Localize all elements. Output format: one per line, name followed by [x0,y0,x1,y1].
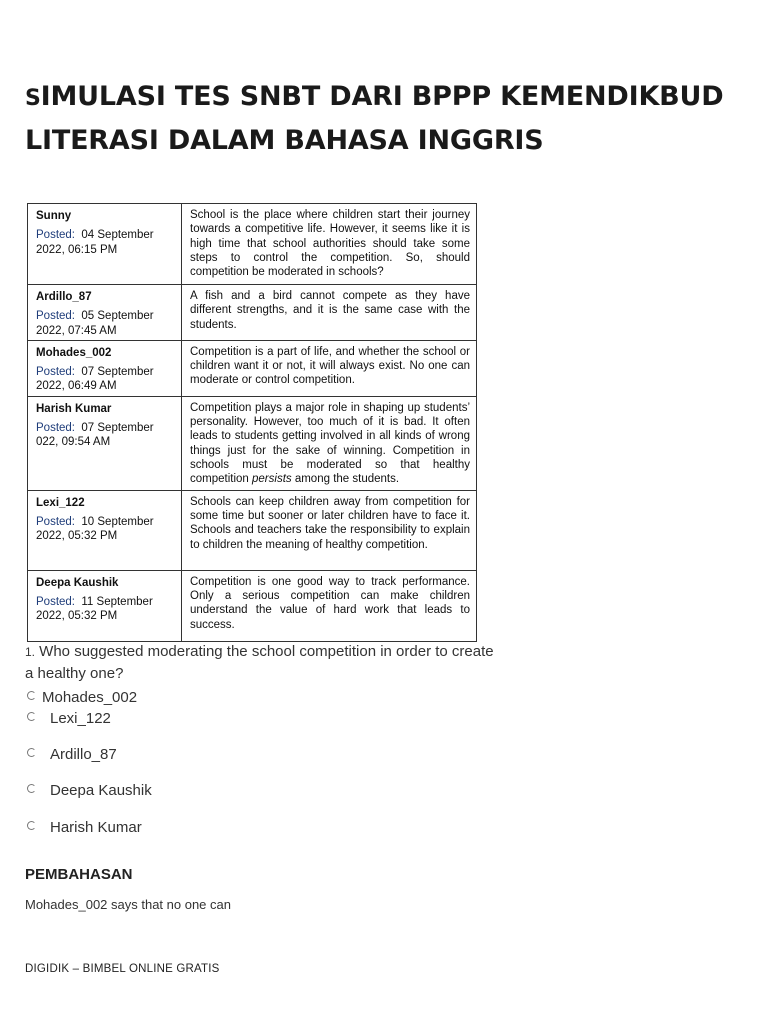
table-row [28,204,477,285]
post-author-cell [28,285,182,341]
post-username: Lexi_122 [36,496,85,509]
title-line-2: LITERASI DALAM BAHASA INGGRIS [25,125,544,156]
post-author-cell [28,340,182,396]
option-mohades-002[interactable]: Mohades_002 [27,688,137,708]
table-row [28,396,477,490]
post-date: Posted: 07 September 2022, 06:49 AM [36,366,154,393]
explanation-heading: PEMBAHASAN [25,866,133,883]
post-date: Posted: 05 September 2022, 07:45 AM [36,310,154,337]
post-username: Deepa Kaushik [36,576,119,589]
option-lexi-122[interactable]: Lexi_122 [27,709,111,729]
table-row [28,490,477,570]
post-username: Sunny [36,210,72,222]
post-username: Mohades_002 [36,346,112,359]
post-date: Posted: 11 September 2022, 05:32 PM [36,596,153,623]
radio-icon[interactable] [27,712,36,721]
post-date: Posted: 04 September 2022, 06:15 PM [36,229,154,256]
forum-posts-table [27,203,477,642]
post-message: Competition plays a major role in shaping up students’ personality. However, too much of it is bad. It often leads to students getting involved in all kinds of wrong things just for the sake of winning. Competition in schools must be moderated so that healthy competition persists among the students. [182,396,477,490]
post-author-cell [28,490,182,570]
radio-icon[interactable] [27,748,36,757]
post-message: Competition is one good way to track performance. Only a serious competition can make children understand the value of hard work that leads to success. [182,570,477,641]
post-username: Harish Kumar [36,402,112,415]
page-title [25,76,745,162]
post-message: A fish and a bird cannot compete as they have different strengths, and it is the same case with the students. [182,285,477,341]
title-line-1: SIMULASI TES SNBT DARI BPPP KEMENDIKBUD [25,81,724,112]
post-author-cell [28,396,182,490]
post-username: Ardillo_87 [36,291,92,303]
radio-icon[interactable] [27,691,36,700]
post-date: Posted: 10 September 2022, 05:32 PM [36,516,154,543]
post-message: School is the place where children start their journey towards a competitive life. However, it seems like it is high time that school authorities should take some steps to control the competition. So, should competition be moderated in schools? [182,204,477,285]
explanation-text: Mohades_002 says that no one can [25,897,231,912]
table-row [28,340,477,396]
radio-icon[interactable] [27,784,36,793]
table-row [28,570,477,641]
post-author-cell [28,570,182,641]
table-row [28,285,477,341]
radio-icon[interactable] [27,821,36,830]
footer-brand: DIGIDIK – BIMBEL ONLINE GRATIS [25,963,220,975]
option-harish-kumar[interactable]: Harish Kumar [27,818,142,838]
option-ardillo-87[interactable]: Ardillo_87 [27,745,117,765]
post-message: Competition is a part of life, and whether the school or children want it or not, it will always exist. No one can moderate or control competition. [182,340,477,396]
question-text: 1. Who suggested moderating the school competition in order to create a healthy one? [25,643,494,682]
post-date: Posted: 07 September 022, 09:54 AM [36,422,154,449]
option-deepa-kaushik[interactable]: Deepa Kaushik [27,781,152,801]
post-message: Schools can keep children away from competition for some time but sooner or later children have to face it. Schools and teachers take the responsibility to explain to children the meaning of healthy competition. [182,490,477,570]
post-author-cell [28,204,182,285]
